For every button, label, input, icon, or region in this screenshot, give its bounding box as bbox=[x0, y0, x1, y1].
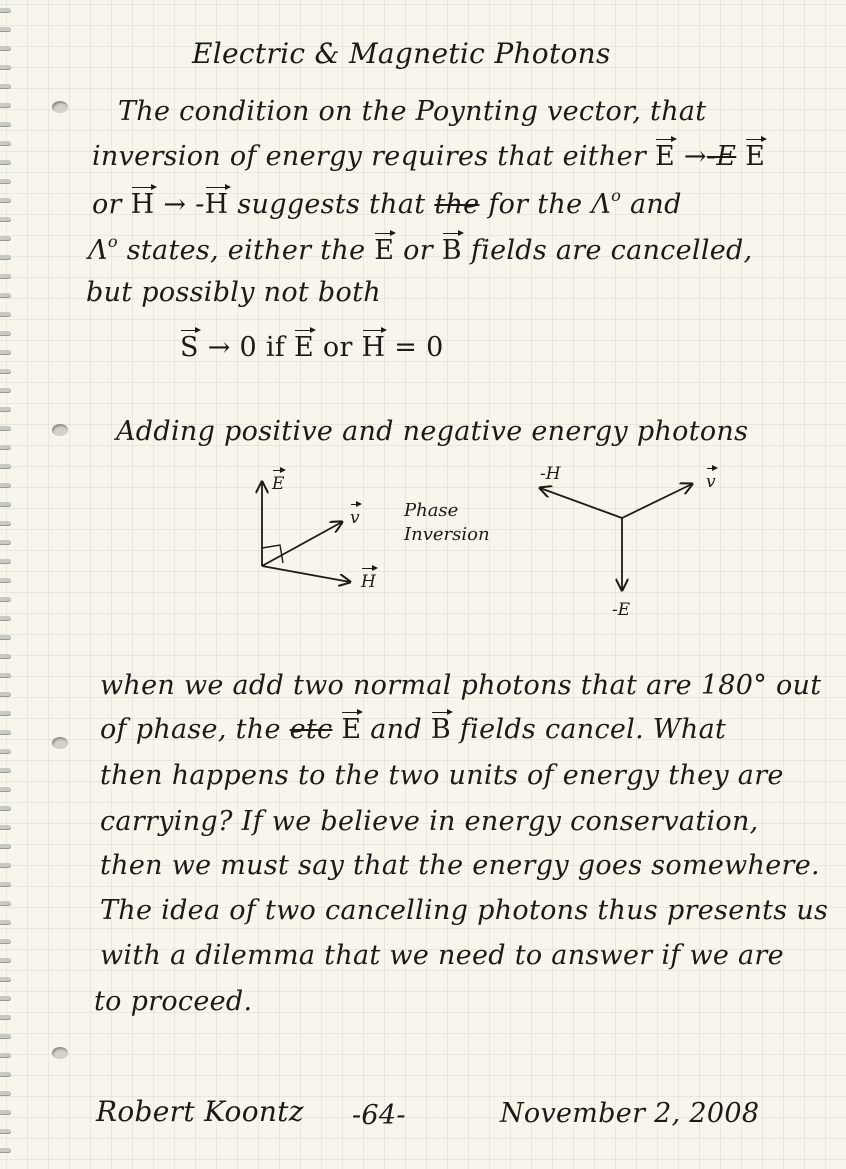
spiral-ring bbox=[0, 768, 11, 773]
struck-text: -E bbox=[706, 141, 737, 172]
spiral-ring bbox=[0, 1072, 11, 1077]
s-vector: S bbox=[180, 332, 199, 363]
text-span: suggests that bbox=[237, 189, 426, 220]
spiral-ring bbox=[0, 711, 11, 716]
text-span: fields are cancelled, bbox=[470, 235, 753, 266]
text-line: to proceed. bbox=[94, 986, 253, 1017]
text-line: then happens to the two units of energy they are bbox=[100, 760, 784, 791]
spiral-ring bbox=[0, 1148, 11, 1153]
b-vector: B bbox=[441, 235, 462, 266]
spiral-ring bbox=[0, 1091, 11, 1096]
neg-h-field-arrow bbox=[540, 488, 622, 518]
velocity-label: v bbox=[350, 508, 360, 528]
neg-e-label: -E bbox=[612, 600, 631, 620]
spiral-ring bbox=[0, 1015, 11, 1020]
spiral-ring bbox=[0, 749, 11, 754]
text-span: fields cancel. What bbox=[459, 714, 727, 745]
spiral-ring bbox=[0, 863, 11, 868]
spiral-ring bbox=[0, 996, 11, 1001]
spiral-ring bbox=[0, 1129, 11, 1134]
text-line: with a dilemma that we need to answer if we are bbox=[100, 940, 784, 971]
superscript: o bbox=[611, 186, 622, 205]
spiral-ring bbox=[0, 1110, 11, 1115]
e-vector: E bbox=[374, 235, 395, 266]
h-vector: H bbox=[204, 189, 229, 220]
punch-hole bbox=[52, 1047, 68, 1059]
text-span: → 0 if bbox=[207, 332, 286, 363]
arrow-symbol: → - bbox=[163, 189, 205, 220]
text-line: when we add two normal photons that are 180° out bbox=[100, 670, 822, 701]
punch-hole bbox=[52, 737, 68, 749]
e-vector: E bbox=[655, 141, 676, 172]
text-line: carrying? If we believe in energy conservation, bbox=[100, 806, 759, 837]
spiral-ring bbox=[0, 844, 11, 849]
text-span: = 0 bbox=[394, 332, 444, 363]
page-number: -64- bbox=[352, 1100, 406, 1131]
spiral-ring bbox=[0, 901, 11, 906]
phase-caption: Phase bbox=[404, 500, 459, 521]
text-line: The condition on the Poynting vector, that bbox=[118, 96, 707, 127]
spiral-ring bbox=[0, 787, 11, 792]
text-line: The idea of two cancelling photons thus presents us bbox=[100, 895, 829, 926]
h-vector: H bbox=[130, 189, 155, 220]
e-vector: E bbox=[341, 714, 362, 745]
text-span: and bbox=[630, 189, 682, 220]
inversion-caption: Inversion bbox=[404, 524, 490, 545]
text-span: or bbox=[322, 332, 353, 363]
text-span: and bbox=[370, 714, 422, 745]
velocity-arrow bbox=[262, 522, 342, 566]
text-line bbox=[100, 716, 726, 743]
spiral-ring bbox=[0, 920, 11, 925]
arrow-symbol: → bbox=[683, 141, 707, 172]
text-span: of phase, the bbox=[100, 714, 281, 745]
spiral-ring bbox=[0, 977, 11, 982]
text-span: or bbox=[403, 235, 433, 266]
left-photon-axes bbox=[262, 482, 350, 582]
text-span: states, either the bbox=[126, 235, 366, 266]
text-line: but possibly not both bbox=[86, 277, 381, 308]
e-vector: E bbox=[293, 332, 314, 363]
spiral-ring bbox=[0, 882, 11, 887]
text-span: inversion of energy requires that either bbox=[92, 141, 647, 172]
h-vector: H bbox=[361, 332, 386, 363]
h-field-label: H bbox=[361, 572, 376, 592]
author-signature: Robert Koontz bbox=[96, 1095, 304, 1128]
section-heading: Adding positive and negative energy photons bbox=[116, 416, 749, 447]
struck-text: the bbox=[434, 189, 480, 220]
spiral-ring bbox=[0, 1053, 11, 1058]
spiral-ring bbox=[0, 730, 11, 735]
spiral-ring bbox=[0, 958, 11, 963]
text-span: for the Λ bbox=[488, 189, 612, 220]
b-vector: B bbox=[430, 714, 451, 745]
neg-h-label: -H bbox=[540, 464, 561, 484]
right-photon-axes bbox=[540, 484, 692, 590]
text-span: or bbox=[92, 189, 122, 220]
text-line: then we must say that the energy goes somewhere. bbox=[100, 850, 820, 881]
spiral-ring bbox=[0, 825, 11, 830]
superscript: o bbox=[107, 232, 118, 251]
lambda-symbol: Λ bbox=[88, 235, 108, 266]
h-field-arrow bbox=[262, 566, 350, 582]
e-vector: E bbox=[745, 141, 766, 172]
spiral-ring bbox=[0, 806, 11, 811]
spiral-ring bbox=[0, 1034, 11, 1039]
struck-text: etc bbox=[289, 714, 333, 745]
page-title: Electric & Magnetic Photons bbox=[192, 37, 611, 70]
spiral-ring bbox=[0, 939, 11, 944]
page-date: November 2, 2008 bbox=[500, 1098, 760, 1129]
velocity-arrow bbox=[622, 484, 692, 518]
velocity-label: v bbox=[706, 472, 716, 492]
e-field-label: E bbox=[272, 474, 285, 494]
